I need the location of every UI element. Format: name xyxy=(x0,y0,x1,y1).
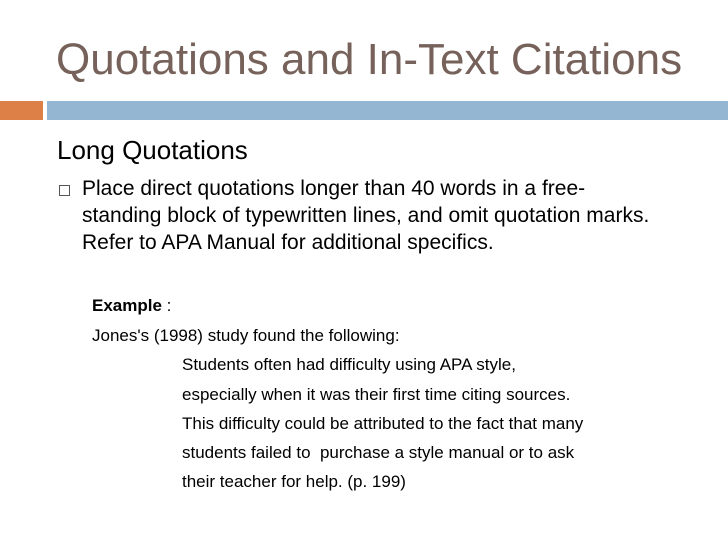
block-quote-line: their teacher for help. (p. 199) xyxy=(182,472,406,491)
example-colon: : xyxy=(161,296,172,315)
accent-bar-orange xyxy=(0,101,43,120)
accent-bar-blue xyxy=(47,101,728,120)
quote-intro: Jones's (1998) study found the following: xyxy=(92,326,400,345)
bullet-text: Place direct quotations longer than 40 words in a free-standing block of typewritten lines, and omit quotation marks. Refer to APA Manual for additional specifics. xyxy=(82,177,650,254)
square-bullet-icon xyxy=(59,185,70,196)
example-label: Example xyxy=(92,296,162,315)
block-quote-line: Students often had difficulty using APA style, xyxy=(182,355,516,374)
block-quote-line: especially when it was their first time citing sources. xyxy=(182,385,571,404)
block-quote-line: students failed to purchase a style manual or to ask xyxy=(182,443,575,462)
section-subtitle: Long Quotations xyxy=(57,135,248,165)
block-quote-line: This difficulty could be attributed to the fact that many xyxy=(182,414,584,433)
example-line xyxy=(92,294,171,318)
slide-title: Quotations and In-Text Citations xyxy=(56,35,683,84)
